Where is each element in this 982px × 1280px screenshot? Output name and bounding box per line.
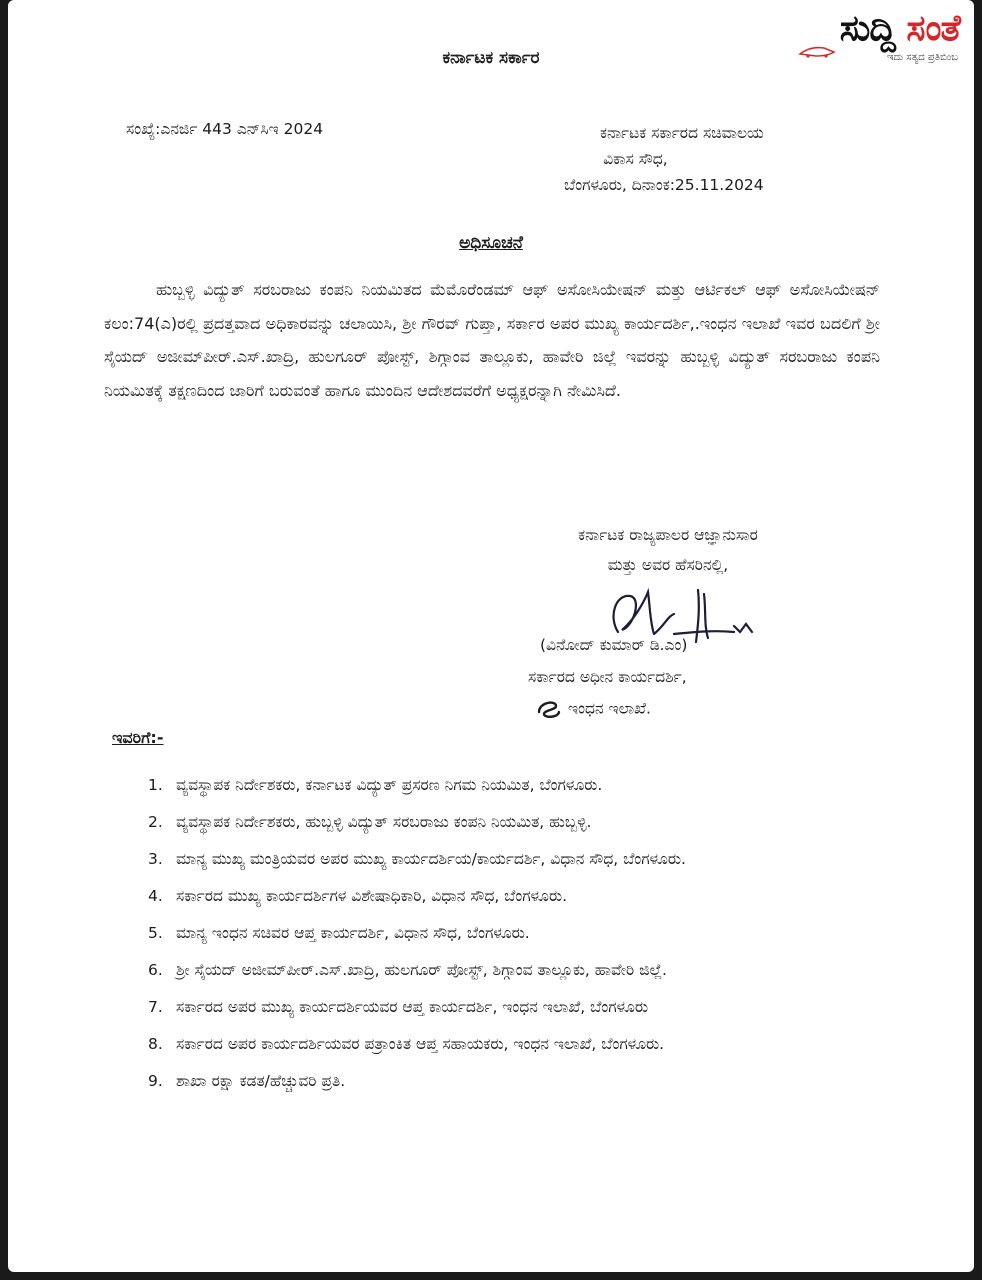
list-item-number: 8.	[148, 1035, 163, 1053]
list-item	[134, 1031, 880, 1058]
document-page	[8, 0, 974, 1272]
list-item	[134, 883, 880, 910]
signatory-department-line	[536, 698, 651, 720]
list-item	[134, 809, 880, 836]
reference-number: ಸಂಖ್ಯೆ:ಎನರ್ಜಿ 443 ಎನ್‌ಸಿಇ 2024	[126, 120, 324, 138]
list-item-text: ಮಾನ್ಯ ಮುಖ್ಯ ಮಂತ್ರಿಯವರ ಅಪರ ಮುಖ್ಯ ಕಾರ್ಯದರ್ಶಿಯ/ಕಾರ್ಯದರ್ಶಿ, ವಿಧಾನ ಸೌಧ, ಬೆಂಗಳೂರು.	[176, 850, 686, 868]
signatory-name: (ವಿನೋದ್ ಕುಮಾರ್ ಡಿ.ಎಂ)	[540, 636, 688, 654]
list-item-text: ಮಾನ್ಯ ಇಂಧನ ಸಚಿವರ ಆಪ್ತ ಕಾರ್ಯದರ್ಶಿ, ವಿಧಾನ ಸೌಧ, ಬೆಂಗಳೂರು.	[176, 924, 530, 942]
list-item-text: ವ್ಯವಸ್ಥಾಪಕ ನಿರ್ದೇಶಕರು, ಕರ್ನಾಟಕ ವಿದ್ಯುತ್ ಪ್ರಸರಣ ನಿಗಮ ನಿಯಮಿತ, ಬೆಂಗಳೂರು.	[176, 776, 603, 794]
order-line-1: ಕರ್ನಾಟಕ ರಾಜ್ಯಪಾಲರ ಆಜ್ಞಾನುಸಾರ	[578, 526, 758, 544]
order-line-2: ಮತ್ತು ಅವರ ಹೆಸರಿನಲ್ಲಿ,	[607, 556, 729, 574]
list-item	[134, 920, 880, 947]
notification-title	[8, 233, 974, 253]
office-address	[564, 120, 764, 198]
list-item	[134, 846, 880, 873]
list-item-number: 7.	[148, 998, 163, 1016]
list-item-text: ಸರ್ಕಾರದ ಅಪರ ಮುಖ್ಯ ಕಾರ್ಯದರ್ಶಿಯವರ ಆಪ್ತ ಕಾರ್ಯದರ್ಶಿ, ಇಂಧನ ಇಲಾಖೆ, ಬೆಂಗಳೂರು	[176, 998, 649, 1016]
logo-word-black: ಸುದ್ದಿ	[839, 8, 895, 49]
list-item	[134, 1068, 880, 1095]
list-item-number: 5.	[148, 924, 163, 942]
recipients-heading: ಇವರಿಗೆ:-	[112, 728, 164, 747]
government-title: ಕರ್ನಾಟಕ ಸರ್ಕಾರ	[442, 48, 540, 68]
signatory-department: ಇಂಧನ ಇಲಾಖೆ.	[568, 699, 651, 718]
order-by-line	[488, 520, 848, 580]
list-item-text: ವ್ಯವಸ್ಥಾಪಕ ನಿರ್ದೇಶಕರು, ಹುಬ್ಬಳ್ಳಿ ವಿದ್ಯುತ್ ಸರಬರಾಜು ಕಂಪನಿ ನಿಯಮಿತ, ಹುಬ್ಬಳ್ಳಿ.	[176, 813, 592, 831]
list-item-number: 1.	[148, 776, 163, 794]
logo-word-red: ಸಂತೆ	[906, 8, 960, 49]
list-item-text: ಸರ್ಕಾರದ ಮುಖ್ಯ ಕಾರ್ಯದರ್ಶಿಗಳ ವಿಶೇಷಾಧಿಕಾರಿ, ವಿಧಾನ ಸೌಧ, ಬೆಂಗಳೂರು.	[176, 887, 568, 905]
logo-wordmark	[840, 8, 960, 50]
list-item-number: 4.	[148, 887, 163, 905]
logo-tagline: ಇದು ಸತ್ಯದ ಪ್ರತಿಬಿಂಬ	[886, 52, 958, 63]
list-item-text: ಸರ್ಕಾರದ ಅಪರ ಕಾರ್ಯದರ್ಶಿಯವರ ಪತ್ರಾಂಕಿತ ಆಪ್ತ ಸಹಾಯಕರು, ಇಂಧನ ಇಲಾಖೆ, ಬೆಂಗಳೂರು.	[176, 1035, 665, 1053]
list-item	[134, 772, 880, 799]
recipients-list	[134, 772, 880, 1105]
list-item	[134, 994, 880, 1021]
initial-mark-icon	[536, 698, 562, 720]
list-item-number: 2.	[148, 813, 163, 831]
list-item-number: 6.	[148, 961, 163, 979]
address-line-2: ವಿಕಾಸ ಸೌಧ,	[603, 150, 668, 168]
notification-title-text: ಅಧಿಸೂಚನೆ	[459, 233, 523, 253]
list-item-number: 3.	[148, 850, 163, 868]
address-line-3: ಬೆಂಗಳೂರು, ದಿನಾಂಕ:25.11.2024	[564, 176, 764, 194]
signatory-designation: ಸರ್ಕಾರದ ಅಧೀನ ಕಾರ್ಯದರ್ಶಿ,	[528, 668, 687, 686]
notification-body: ಹುಬ್ಬಳ್ಳಿ ವಿದ್ಯುತ್ ಸರಬರಾಜು ಕಂಪನಿ ನಿಯಮಿತದ ಮೆಮೊರೆಂಡಮ್ ಆಫ್ ಅಸೋಸಿಯೇಷನ್ ಮತ್ತು ಆರ್ಟಿಕಲ್ ಆಫ್ ಅಸೋಸಿಯೇಷನ್ ಕಲಂ:74(ಎ)ರಲ್ಲಿ ಪ್ರದತ್ತವಾದ ಅಧಿಕಾರವನ್ನು ಚಲಾಯಿಸಿ, ಶ್ರೀ ಗೌರವ್ ಗುಪ್ತಾ, ಸರ್ಕಾರ ಅಪರ ಮುಖ್ಯ ಕಾರ್ಯದರ್ಶಿ,.ಇಂಧನ ಇಲಾಖೆ ಇವರ ಬದಲಿಗೆ ಶ್ರೀ ಸೈಯದ್ ಅಜೀಮ್‌ಪೀರ್.ಎಸ್.ಖಾದ್ರಿ, ಹುಲಗೂರ್ ಪೋಸ್ಟ್, ಶಿಗ್ಗಾಂವ ತಾಲ್ಲೂಕು, ಹಾವೇರಿ ಜಿಲ್ಲೆ ಇವರನ್ನು ಹುಬ್ಬಳ್ಳಿ ವಿದ್ಯುತ್ ಸರಬರಾಜು ಕಂಪನಿ ನಿಯಮಿತಕ್ಕೆ ತಕ್ಷಣದಿಂದ ಜಾರಿಗೆ ಬರುವಂತೆ ಹಾಗೂ ಮುಂದಿನ ಆದೇಶದವರೆಗೆ ಅಧ್ಯಕ್ಷರನ್ನಾಗಿ ನೇಮಿಸಿದೆ.	[104, 280, 880, 400]
list-item-text: ಶಾಖಾ ರಕ್ಷಾ ಕಡತ/ಹೆಚ್ಚುವರಿ ಪ್ರತಿ.	[176, 1072, 346, 1090]
list-item	[134, 957, 880, 984]
address-line-1: ಕರ್ನಾಟಕ ಸರ್ಕಾರದ ಸಚಿವಾಲಯ	[599, 124, 764, 142]
list-item-number: 9.	[148, 1072, 163, 1090]
list-item-text: ಶ್ರೀ ಸೈಯದ್ ಅಜೀಮ್‌ಪೀರ್.ಎಸ್.ಖಾದ್ರಿ, ಹುಲಗೂರ್ ಪೋಸ್ಟ್, ಶಿಗ್ಗಾಂವ ತಾಲ್ಲೂಕು, ಹಾವೇರಿ ಜಿಲ್ಲೆ.	[176, 961, 667, 979]
